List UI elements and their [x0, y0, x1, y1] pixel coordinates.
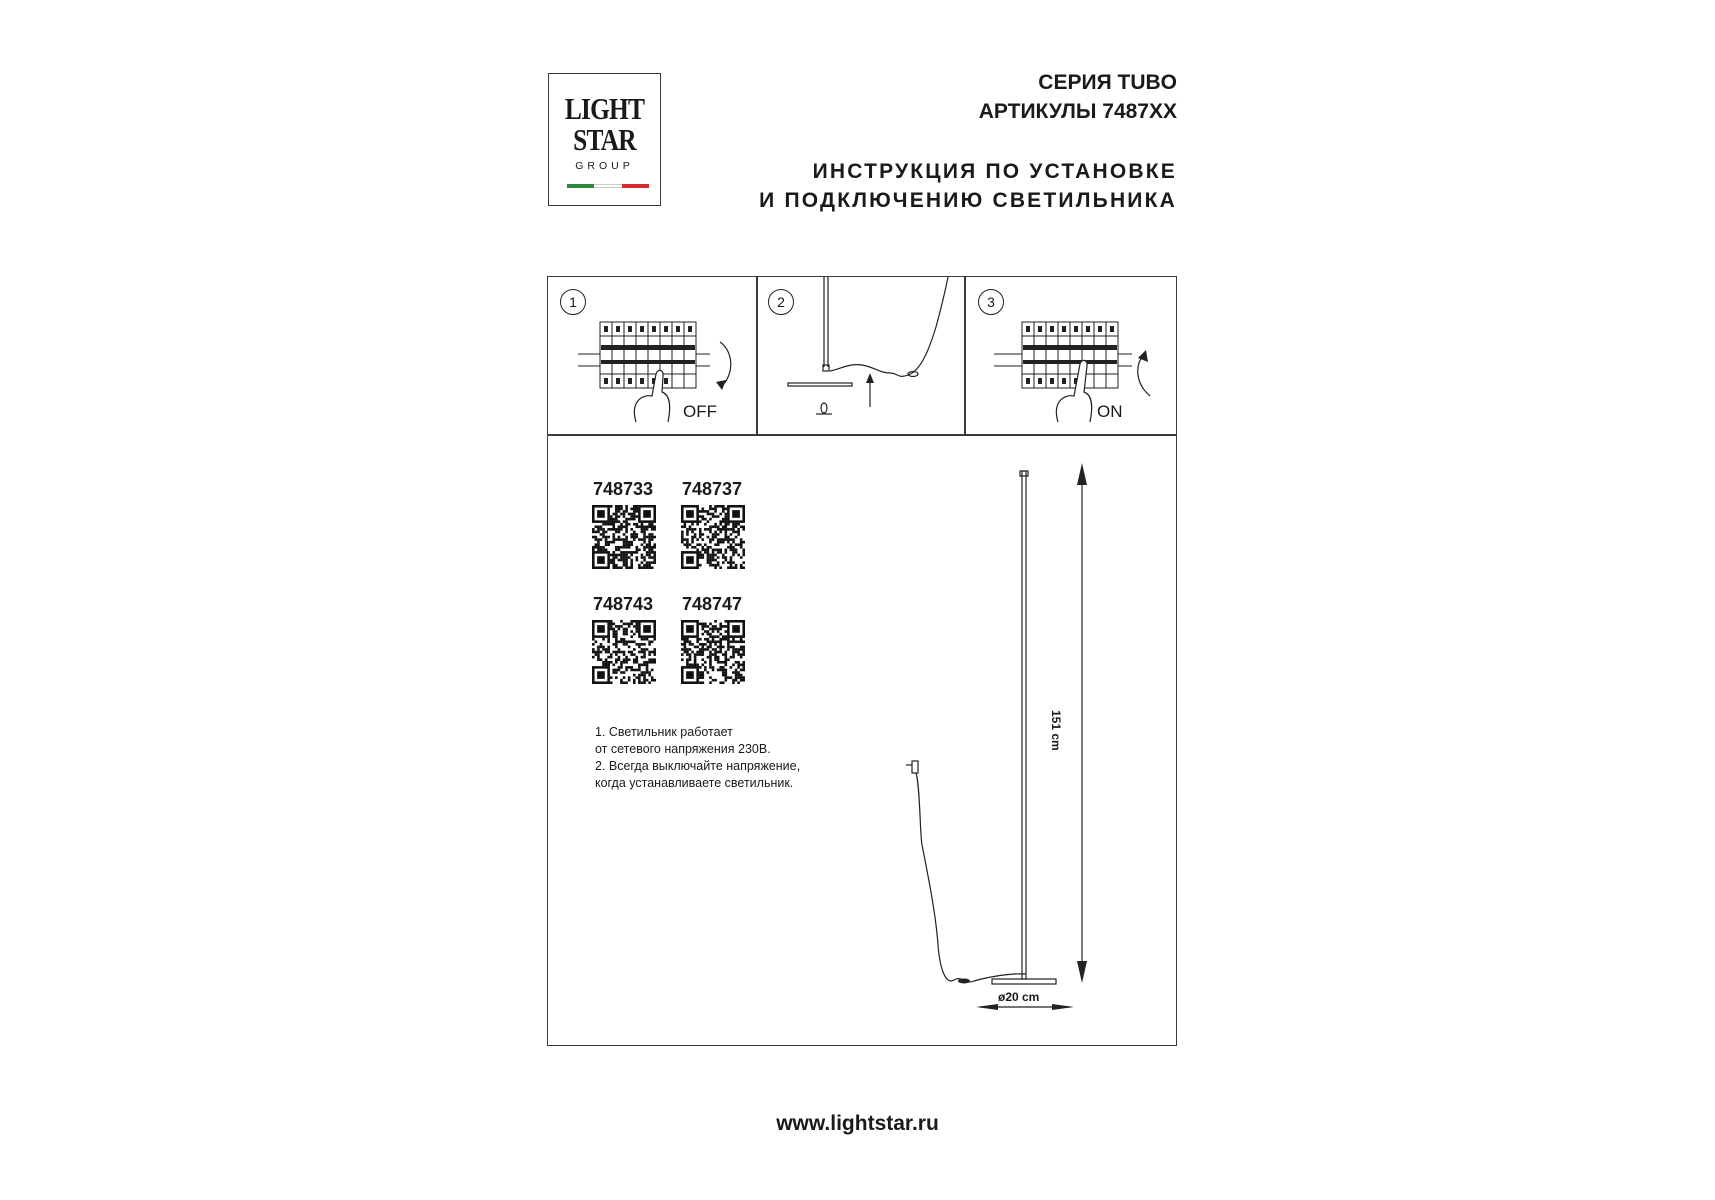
logo-text-star: STAR: [573, 122, 636, 157]
note-line: 2. Всегда выключайте напряжение,: [595, 759, 801, 773]
step-3-label: ON: [1097, 402, 1123, 421]
article-code: 748733: [593, 479, 654, 499]
step-number-2: 2: [768, 289, 794, 315]
frame-divider-1: [756, 276, 758, 435]
logo-text-group: GROUP: [575, 160, 634, 172]
footer-website-link[interactable]: www.lightstar.ru: [776, 1112, 939, 1135]
italian-flag-stripe: [567, 184, 649, 188]
qr-code-icon[interactable]: [592, 620, 656, 684]
instruction-title-line1: ИНСТРУКЦИЯ ПО УСТАНОВКЕ: [812, 160, 1177, 183]
articles-title: АРТИКУЛЫ 7487XX: [978, 100, 1177, 123]
brand-logo: [548, 73, 661, 206]
qr-code-icon[interactable]: [681, 505, 745, 569]
article-code: 748747: [682, 594, 743, 614]
note-line: когда устанавливаете светильник.: [595, 776, 794, 790]
qr-code-icon[interactable]: [592, 505, 656, 569]
height-dimension-label: 151 cm: [1049, 710, 1063, 751]
breaker-on-illustration: [986, 312, 1156, 422]
frame-divider-2: [964, 276, 966, 435]
flag-red: [622, 184, 649, 188]
frame-divider-horizontal: [547, 434, 1177, 436]
diameter-dimension-label: ø20 cm: [998, 990, 1040, 1004]
floor-lamp-drawing: [860, 455, 1100, 1030]
title-block: [979, 68, 1177, 126]
instruction-title-line2: И ПОДКЛЮЧЕНИЮ СВЕТИЛЬНИКА: [759, 189, 1177, 212]
article-code: 748743: [593, 594, 654, 614]
logo-text-light: LIGHT: [564, 91, 645, 126]
note-line: от сетевого напряжения 230В.: [595, 742, 771, 756]
series-title: СЕРИЯ TUBO: [1038, 71, 1177, 94]
step-number-1: 1: [560, 289, 586, 315]
safety-notes: [595, 724, 800, 792]
step-number-3: 3: [978, 289, 1004, 315]
note-line: 1. Светильник работает: [595, 725, 733, 739]
qr-code-icon[interactable]: [681, 620, 745, 684]
flag-white: [594, 184, 621, 188]
assembly-illustration: [780, 277, 960, 427]
article-code: 748737: [682, 479, 743, 499]
flag-green: [567, 184, 594, 188]
step-1-label: OFF: [683, 402, 717, 421]
instruction-title-block: [759, 157, 1177, 215]
